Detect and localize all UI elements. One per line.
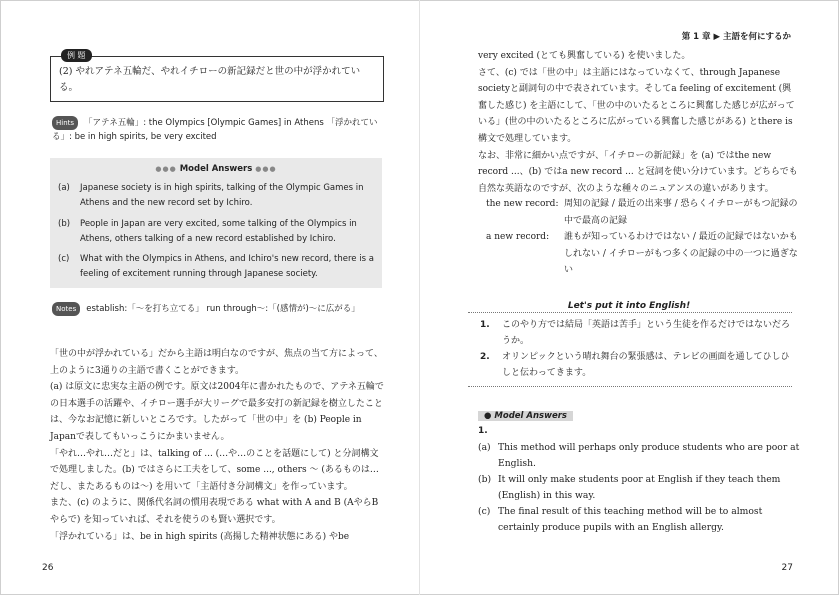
exercise-item-1 <box>480 318 798 350</box>
model-answers-label: ● Model Answers <box>478 411 573 421</box>
exercise-text: このやり方では結局「英語は苦手」という生徒を作るだけではないだろうか。 <box>502 320 791 346</box>
exercise-number: 1. <box>480 320 490 330</box>
answer-text: This method will perhaps only produce students who are poor at English. <box>498 442 800 469</box>
model-answers-title: Model Answers <box>179 164 253 174</box>
glossary-term: a new record: <box>486 232 550 242</box>
right-body-text <box>478 48 800 197</box>
paragraph: very excited (とても興奮している) を使いました。 <box>478 51 691 61</box>
dotted-divider <box>468 386 792 387</box>
lets-put-it-into-english-title: Let's put it into English! <box>567 301 691 311</box>
glossary-definition: 誰もが知っているわけではない / 最近の記録ではないかもしれない / イチローがもつ多くの記録の中の一つに過ぎない <box>564 232 798 276</box>
hints-label: Hints <box>52 116 78 130</box>
example-tag: 例 題 <box>61 49 92 62</box>
right-page <box>420 0 839 595</box>
answer-b <box>58 217 376 246</box>
glossary-definition: 周知の記録 / 最近の出来事 / 恐らくイチローがもつ記録の中で最高の記録 <box>564 199 798 226</box>
exercise-number: 2. <box>480 352 490 362</box>
running-head: 第 1 章 ▶ 主語を何にするか <box>681 32 791 42</box>
answer-text: The final result of this teaching method will be to almost certainly produce pupils with an English allergy. <box>498 506 763 533</box>
answer-a <box>478 440 800 471</box>
example-box <box>50 51 384 102</box>
answer-c <box>478 504 800 535</box>
answer-text: What with the Olympics in Athens, and Ichiro's new record, there is a feeling of excitement running through Japanese society. <box>80 254 374 279</box>
notes-label: Notes <box>52 302 80 316</box>
answer-text: Japanese society is in high spirits, talking of the Olympic Games in Athens and the new record set by Ichiro. <box>80 183 364 208</box>
answer-text: People in Japan are very excited, some talking of the Olympics in Athens, others talking of a new record established by Ichiro. <box>80 219 357 244</box>
notes-text: establish:「～を打ち立てる」 run through～:「(感情が)～に広がる」 <box>86 304 360 314</box>
answer-label: (a) <box>478 442 491 453</box>
hints-text: 「アテネ五輪」: the Olympics [Olympic Games] in Athens 「浮かれている」: be in high spirits, be very excited <box>52 118 378 142</box>
exercise-text: オリンピックという晴れ舞台の緊張感は、テレビの画面を通してひしひしと伝わってきます。 <box>502 352 790 378</box>
hints <box>52 116 388 144</box>
dotted-divider <box>468 312 792 313</box>
paragraph: また、(c) のように、関係代名詞の慣用表現である what with A and B (AやらBやらで) を知っていれば、それを使うのも賢い選択です。 <box>50 498 379 525</box>
model-answers-heading <box>50 164 382 174</box>
paragraph: なお、非常に細かい点ですが、「イチローの新記録」を (a) ではthe new record ...、(b) ではa new record ... と冠詞を使い分けています。どちらでも自然な英語なのですが、次のような種々のニュアンスの違いがあります。 <box>478 150 798 194</box>
glossary-item-a-new-record <box>486 229 806 279</box>
answer-b <box>478 472 800 503</box>
model-answers-box <box>50 158 382 288</box>
answer-label: (b) <box>58 219 71 229</box>
answer-text: It will only make students poor at English if they teach them (English) in this way. <box>498 474 781 501</box>
glossary-term: the new record: <box>486 199 559 209</box>
answers-number: 1. <box>478 426 488 436</box>
paragraph: さて、(c) では「世の中」は主語にはなっていなくて、through Japanese societyと副詞句の中で表されています。そしてa feeling of excitement (興奮した感じ) を主語にして、「世の中のいたるところに興奮した感じが広がっている」(世の中のいたるところに広がっている興奮した感じがある) とthere is構文で処理しています。 <box>478 67 795 144</box>
answer-label: (a) <box>58 183 70 193</box>
notes <box>52 302 388 316</box>
page-number-left: 26 <box>42 563 54 573</box>
page-number-right: 27 <box>781 563 793 573</box>
paragraph: 「やれ…やれ…だと」は、talking of ... (…や…のことを話題にして) と分詞構文で処理しました。(b) ではさらに工夫をして、some ..., others ～ (あるものは…だし、またあるものは～) を用いて「主語付き分詞構文」を作っています。 <box>50 448 379 492</box>
example-text: (2) やれアテネ五輪だ、やれイチローの新記録だと世の中が浮かれている。 <box>59 66 361 93</box>
answer-label: (c) <box>478 506 491 517</box>
exercise-item-2 <box>480 350 798 382</box>
dots-decoration-right: ●●● <box>255 165 277 173</box>
answer-label: (b) <box>478 474 492 485</box>
answer-c <box>58 252 376 281</box>
paragraph: 「浮かれている」は、be in high spirits (高揚した精神状態にある) やbe <box>50 531 350 542</box>
dots-decoration-left: ●●● <box>155 165 177 173</box>
answer-label: (c) <box>58 254 70 264</box>
answer-a <box>58 181 376 210</box>
left-body-text <box>50 346 386 545</box>
paragraph: 「世の中が浮かれている」だから主語は明白なのですが、焦点の当て方によって、上のように3通りの主語で書くことができます。 <box>50 349 383 376</box>
model-answers-title: Model Answers <box>494 411 567 421</box>
glossary-item-the-new-record <box>486 196 806 229</box>
left-page <box>0 0 419 595</box>
paragraph: (a) は原文に忠実な主語の例です。原文は2004年に書かれたもので、アテネ五輪での日本選手の活躍や、イチロー選手が大リーグで最多安打の新記録を樹立したことは、今なお記憶に新しいところです。したがって「世の中」を (b) People in Japanで表してもいっこうにかまいません。 <box>50 382 384 442</box>
